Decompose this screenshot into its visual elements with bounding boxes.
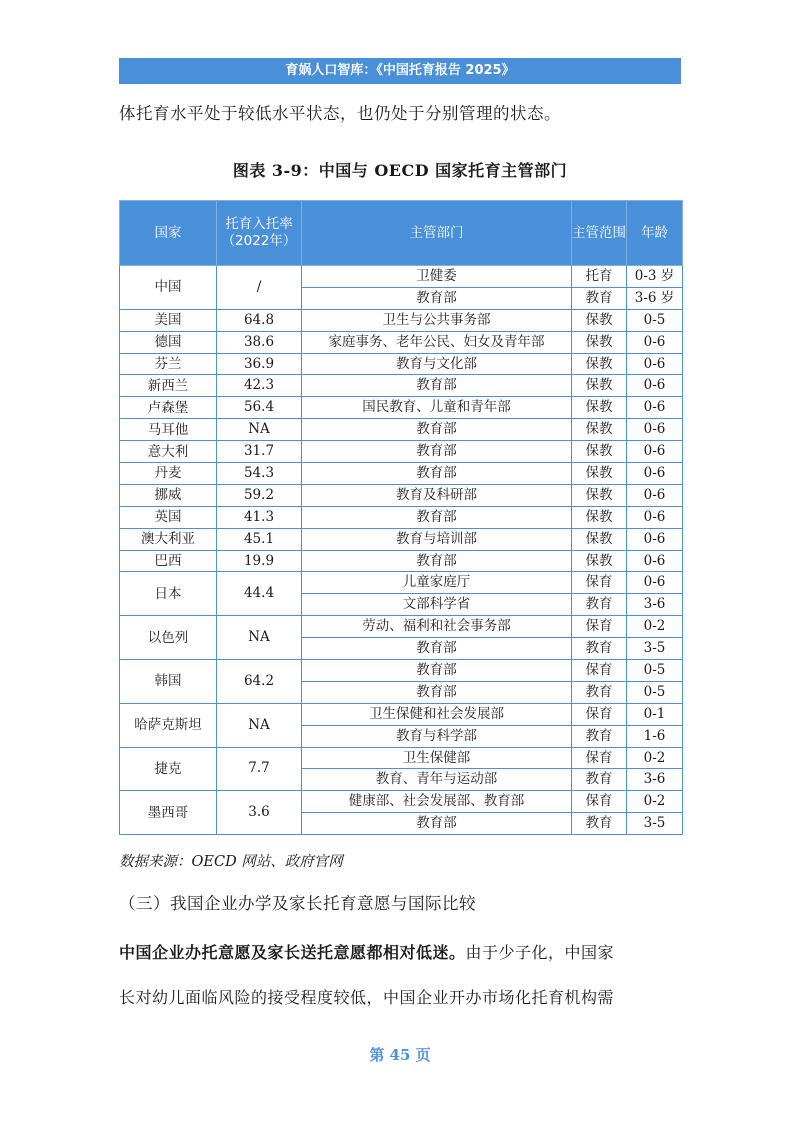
table-row <box>120 660 683 682</box>
table-row <box>120 550 683 572</box>
age-cell: 3-6 <box>627 594 683 616</box>
department-cell: 文部科学省 <box>302 594 572 616</box>
enrollment-rate-cell: 7.7 <box>217 747 302 791</box>
country-cell: 美国 <box>120 309 217 331</box>
department-cell: 国民教育、儿童和青年部 <box>302 397 572 419</box>
enrollment-rate-cell: 59.2 <box>217 484 302 506</box>
country-cell: 新西兰 <box>120 375 217 397</box>
age-cell: 0-5 <box>627 681 683 703</box>
country-cell: 韩国 <box>120 660 217 704</box>
department-cell: 教育部 <box>302 506 572 528</box>
country-cell: 芬兰 <box>120 353 217 375</box>
table-row <box>120 397 683 419</box>
department-cell: 教育部 <box>302 375 572 397</box>
table-row <box>120 375 683 397</box>
age-cell: 0-5 <box>627 309 683 331</box>
department-cell: 劳动、福利和社会事务部 <box>302 616 572 638</box>
enrollment-rate-cell: 45.1 <box>217 528 302 550</box>
table-body <box>120 266 683 835</box>
country-cell: 意大利 <box>120 441 217 463</box>
age-cell: 0-1 <box>627 703 683 725</box>
header-department: 主管部门 <box>302 201 572 266</box>
table-row <box>120 419 683 441</box>
scope-cell: 教育 <box>572 287 627 309</box>
scope-cell: 教育 <box>572 769 627 791</box>
age-cell: 1-6 <box>627 725 683 747</box>
scope-cell: 保教 <box>572 397 627 419</box>
paragraph-line-2: 长对幼儿面临风险的接受程度较低，中国企业开办市场化托育机构需 <box>119 988 615 1007</box>
country-cell: 卢森堡 <box>120 397 217 419</box>
scope-cell: 教育 <box>572 638 627 660</box>
age-cell: 0-6 <box>627 463 683 485</box>
country-cell: 马耳他 <box>120 419 217 441</box>
country-cell: 墨西哥 <box>120 791 217 835</box>
age-cell: 0-6 <box>627 484 683 506</box>
department-cell: 家庭事务、老年公民、妇女及青年部 <box>302 331 572 353</box>
enrollment-rate-cell: 38.6 <box>217 331 302 353</box>
header-enrollment-rate: 托育入托率（2022年） <box>217 201 302 266</box>
table-row <box>120 616 683 638</box>
department-cell: 教育部 <box>302 419 572 441</box>
table-header-row <box>120 201 683 266</box>
scope-cell: 保教 <box>572 353 627 375</box>
age-cell: 0-6 <box>627 353 683 375</box>
enrollment-rate-cell: / <box>217 266 302 310</box>
department-cell: 教育部 <box>302 463 572 485</box>
enrollment-rate-cell: NA <box>217 419 302 441</box>
department-cell: 教育部 <box>302 550 572 572</box>
country-cell: 丹麦 <box>120 463 217 485</box>
enrollment-rate-cell: 64.8 <box>217 309 302 331</box>
data-source-note: 数据来源：OECD 网站、政府官网 <box>119 854 343 870</box>
table-row <box>120 441 683 463</box>
enrollment-rate-cell: 41.3 <box>217 506 302 528</box>
department-cell: 卫生保健和社会发展部 <box>302 703 572 725</box>
age-cell: 3-5 <box>627 813 683 835</box>
table-row <box>120 331 683 353</box>
department-cell: 卫生保健部 <box>302 747 572 769</box>
scope-cell: 保教 <box>572 528 627 550</box>
age-cell: 0-6 <box>627 397 683 419</box>
table-row <box>120 528 683 550</box>
scope-cell: 保育 <box>572 616 627 638</box>
header-country: 国家 <box>120 201 217 266</box>
table-row <box>120 353 683 375</box>
country-cell: 捷克 <box>120 747 217 791</box>
age-cell: 0-6 <box>627 441 683 463</box>
table-row <box>120 791 683 813</box>
age-cell: 0-6 <box>627 331 683 353</box>
department-cell: 卫健委 <box>302 266 572 288</box>
age-cell: 3-5 <box>627 638 683 660</box>
enrollment-rate-cell: 3.6 <box>217 791 302 835</box>
department-cell: 教育、青年与运动部 <box>302 769 572 791</box>
table-row <box>120 463 683 485</box>
country-cell: 中国 <box>120 266 217 310</box>
department-cell: 教育及科研部 <box>302 484 572 506</box>
country-cell: 英国 <box>120 506 217 528</box>
age-cell: 0-6 <box>627 506 683 528</box>
enrollment-rate-cell: 31.7 <box>217 441 302 463</box>
age-cell: 0-6 <box>627 572 683 594</box>
age-cell: 0-6 <box>627 528 683 550</box>
department-cell: 教育与培训部 <box>302 528 572 550</box>
country-cell: 挪威 <box>120 484 217 506</box>
age-cell: 3-6 岁 <box>627 287 683 309</box>
table-row <box>120 572 683 594</box>
age-cell: 0-2 <box>627 791 683 813</box>
country-cell: 日本 <box>120 572 217 616</box>
header-age: 年龄 <box>627 201 683 266</box>
table-row <box>120 506 683 528</box>
age-cell: 0-5 <box>627 660 683 682</box>
department-cell: 教育与科学部 <box>302 725 572 747</box>
report-header-banner: 育娲人口智库：《中国托育报告 2025》 <box>119 58 681 84</box>
table-caption: 图表 3-9：中国与 OECD 国家托育主管部门 <box>232 161 568 180</box>
enrollment-rate-cell: 44.4 <box>217 572 302 616</box>
scope-cell: 保教 <box>572 375 627 397</box>
enrollment-rate-cell: 19.9 <box>217 550 302 572</box>
paragraph-bold-lead: 中国企业办托意愿及家长送托意愿都相对低迷。 <box>119 943 466 962</box>
age-cell: 0-6 <box>627 375 683 397</box>
age-cell: 0-3 岁 <box>627 266 683 288</box>
age-cell: 3-6 <box>627 769 683 791</box>
scope-cell: 保育 <box>572 703 627 725</box>
table-row <box>120 266 683 288</box>
scope-cell: 保教 <box>572 419 627 441</box>
table-row <box>120 703 683 725</box>
enrollment-rate-cell: NA <box>217 616 302 660</box>
age-cell: 0-6 <box>627 550 683 572</box>
scope-cell: 教育 <box>572 681 627 703</box>
paragraph-line-1 <box>119 940 699 963</box>
page-number: 第 45 页 <box>369 1046 431 1064</box>
scope-cell: 保教 <box>572 463 627 485</box>
age-cell: 0-6 <box>627 419 683 441</box>
enrollment-rate-cell: 42.3 <box>217 375 302 397</box>
scope-cell: 保教 <box>572 506 627 528</box>
country-cell: 澳大利亚 <box>120 528 217 550</box>
country-cell: 德国 <box>120 331 217 353</box>
scope-cell: 保教 <box>572 441 627 463</box>
scope-cell: 保育 <box>572 791 627 813</box>
scope-cell: 保育 <box>572 660 627 682</box>
enrollment-rate-cell: 56.4 <box>217 397 302 419</box>
enrollment-rate-cell: NA <box>217 703 302 747</box>
intro-text: 体托育水平处于较低水平状态，也仍处于分别管理的状态。 <box>119 104 561 123</box>
section-heading: （三）我国企业办学及家长托育意愿与国际比较 <box>119 894 476 913</box>
table-row <box>120 484 683 506</box>
enrollment-rate-cell: 54.3 <box>217 463 302 485</box>
country-cell: 哈萨克斯坦 <box>120 703 217 747</box>
department-cell: 教育部 <box>302 813 572 835</box>
department-cell: 教育部 <box>302 441 572 463</box>
scope-cell: 保育 <box>572 572 627 594</box>
department-cell: 教育与文化部 <box>302 353 572 375</box>
enrollment-rate-cell: 36.9 <box>217 353 302 375</box>
table-row <box>120 309 683 331</box>
age-cell: 0-2 <box>627 747 683 769</box>
scope-cell: 保教 <box>572 331 627 353</box>
scope-cell: 保教 <box>572 550 627 572</box>
scope-cell: 教育 <box>572 813 627 835</box>
country-cell: 巴西 <box>120 550 217 572</box>
scope-cell: 教育 <box>572 594 627 616</box>
table-row <box>120 747 683 769</box>
scope-cell: 保育 <box>572 747 627 769</box>
department-cell: 健康部、社会发展部、教育部 <box>302 791 572 813</box>
department-cell: 卫生与公共事务部 <box>302 309 572 331</box>
department-cell: 教育部 <box>302 287 572 309</box>
scope-cell: 保教 <box>572 309 627 331</box>
department-cell: 教育部 <box>302 681 572 703</box>
scope-cell: 保教 <box>572 484 627 506</box>
header-scope: 主管范围 <box>572 201 627 266</box>
department-cell: 教育部 <box>302 638 572 660</box>
enrollment-rate-cell: 64.2 <box>217 660 302 704</box>
paragraph-line-1-rest: 由于少子化，中国家 <box>465 943 615 962</box>
country-cell: 以色列 <box>120 616 217 660</box>
department-cell: 教育部 <box>302 660 572 682</box>
scope-cell: 教育 <box>572 725 627 747</box>
age-cell: 0-2 <box>627 616 683 638</box>
scope-cell: 托育 <box>572 266 627 288</box>
childcare-authority-table <box>119 200 683 835</box>
department-cell: 儿童家庭厅 <box>302 572 572 594</box>
